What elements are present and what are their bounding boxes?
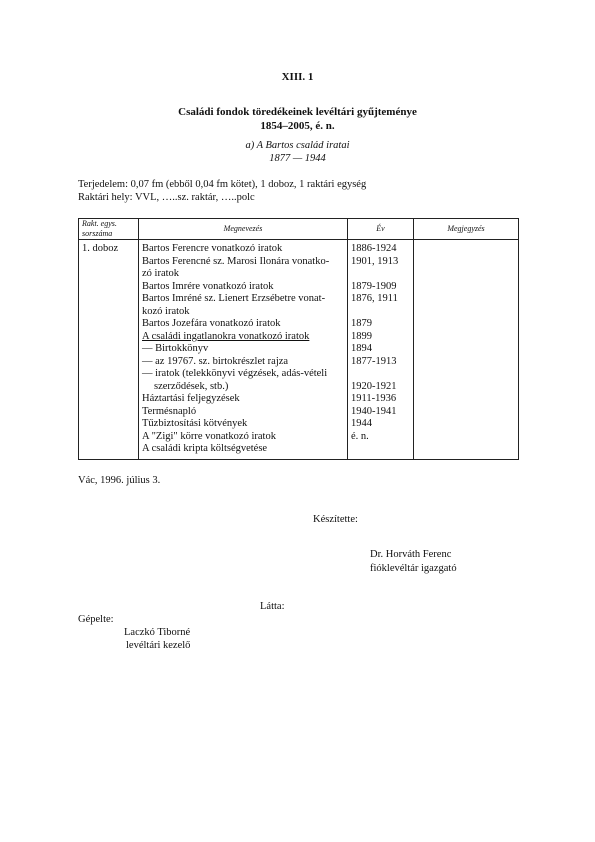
item-year: 1901, 1913 [351, 255, 399, 267]
header-year: Év [348, 219, 414, 240]
item-name-line: szerződések, stb.) [154, 380, 229, 392]
year-cell [348, 240, 414, 460]
collection-date-range: 1854–2005, é. n. [260, 120, 335, 132]
item-name-line: — iratok (telekkönyvi végzések, adás-vételi [142, 368, 328, 379]
item-year-spacer [351, 268, 410, 281]
item-name-line: Háztartási feljegyzések [142, 393, 240, 404]
header-name: Megnevezés [139, 219, 348, 240]
item-year: 1879-1909 [351, 280, 397, 292]
item-year: 1876, 1911 [351, 293, 398, 304]
collection-name: Családi fondok töredékeinek levéltári gyűjteménye [178, 106, 417, 118]
seen-label: Látta: [260, 601, 285, 612]
item-name-line: Bartos Ferencre vonatkozó iratok [142, 243, 283, 254]
item-name-line: — az 19767. sz. birtokrészlet rajza [142, 355, 289, 367]
item-year: 1879 [351, 318, 372, 329]
item-year: 1894 [351, 343, 372, 354]
collection-title [0, 105, 595, 133]
table-row [79, 240, 519, 460]
note-cell [414, 240, 519, 460]
unit-cell: 1. doboz [79, 240, 139, 460]
table-header-row [79, 219, 519, 240]
item-name-line: kozó iratok [142, 305, 190, 317]
name-cell [139, 240, 348, 460]
item-year: 1899 [351, 330, 372, 342]
subfond-heading [0, 140, 595, 165]
item-name-line: A családi ingatlanokra vonatkozó iratok [142, 330, 310, 342]
item-year-spacer [351, 368, 410, 381]
preparer-title: fióklevéltár igazgató [370, 563, 457, 574]
item-name-line: Bartos Imréné sz. Lienert Erzsébetre vonat- [142, 293, 326, 304]
item-year: é. n. [351, 430, 369, 442]
extent-line: Terjedelem: 0,07 fm (ebből 0,04 fm kötet), 1 doboz, 1 raktári egység [78, 179, 367, 190]
item-name-line: A "Zigi" körre vonatkozó iratok [142, 430, 276, 442]
header-unit-number: Rakt. egys. sorszáma [79, 219, 139, 240]
place-date: Vác, 1996. július 3. [78, 475, 161, 486]
item-name-line: Bartos Imrére vonatkozó iratok [142, 280, 274, 292]
item-name-line: Bartos Ferencné sz. Marosi Ilonára vonatko- [142, 255, 330, 267]
item-year: 1877-1913 [351, 355, 397, 367]
subfond-title: a) A Bartos család iratai [245, 140, 350, 151]
subfond-years: 1877 — 1944 [269, 152, 326, 164]
prepared-label: Készítette: [313, 514, 358, 525]
item-year: 1940-1941 [351, 405, 397, 417]
inventory-table [78, 218, 519, 460]
item-year: 1944 [351, 418, 372, 429]
item-name-line: Termésnapló [142, 405, 197, 417]
preparer-name: Dr. Horváth Ferenc [370, 549, 452, 560]
item-name-line: zó iratok [142, 268, 180, 279]
fond-code: XIII. 1 [281, 71, 314, 83]
item-year: 1886-1924 [351, 243, 397, 254]
typed-label: Gépelte: [78, 614, 114, 625]
item-name-line: Tűzbiztosítási kötvények [142, 418, 248, 429]
header-note: Megjegyzés [414, 219, 519, 240]
item-name-line: — Birtokkönyv [142, 343, 209, 354]
item-year-spacer [351, 306, 410, 319]
item-name-line: Bartos Jozefára vonatkozó iratok [142, 318, 281, 329]
item-name-line: A családi kripta költségvetése [142, 443, 268, 454]
storage-location-line: Raktári hely: VVL, …..sz. raktár, …..polc [78, 192, 255, 203]
typist-title: levéltári kezelő [126, 640, 191, 651]
item-year: 1920-1921 [351, 380, 397, 392]
typist-name: Laczkó Tiborné [124, 627, 191, 638]
item-year: 1911-1936 [351, 393, 397, 404]
